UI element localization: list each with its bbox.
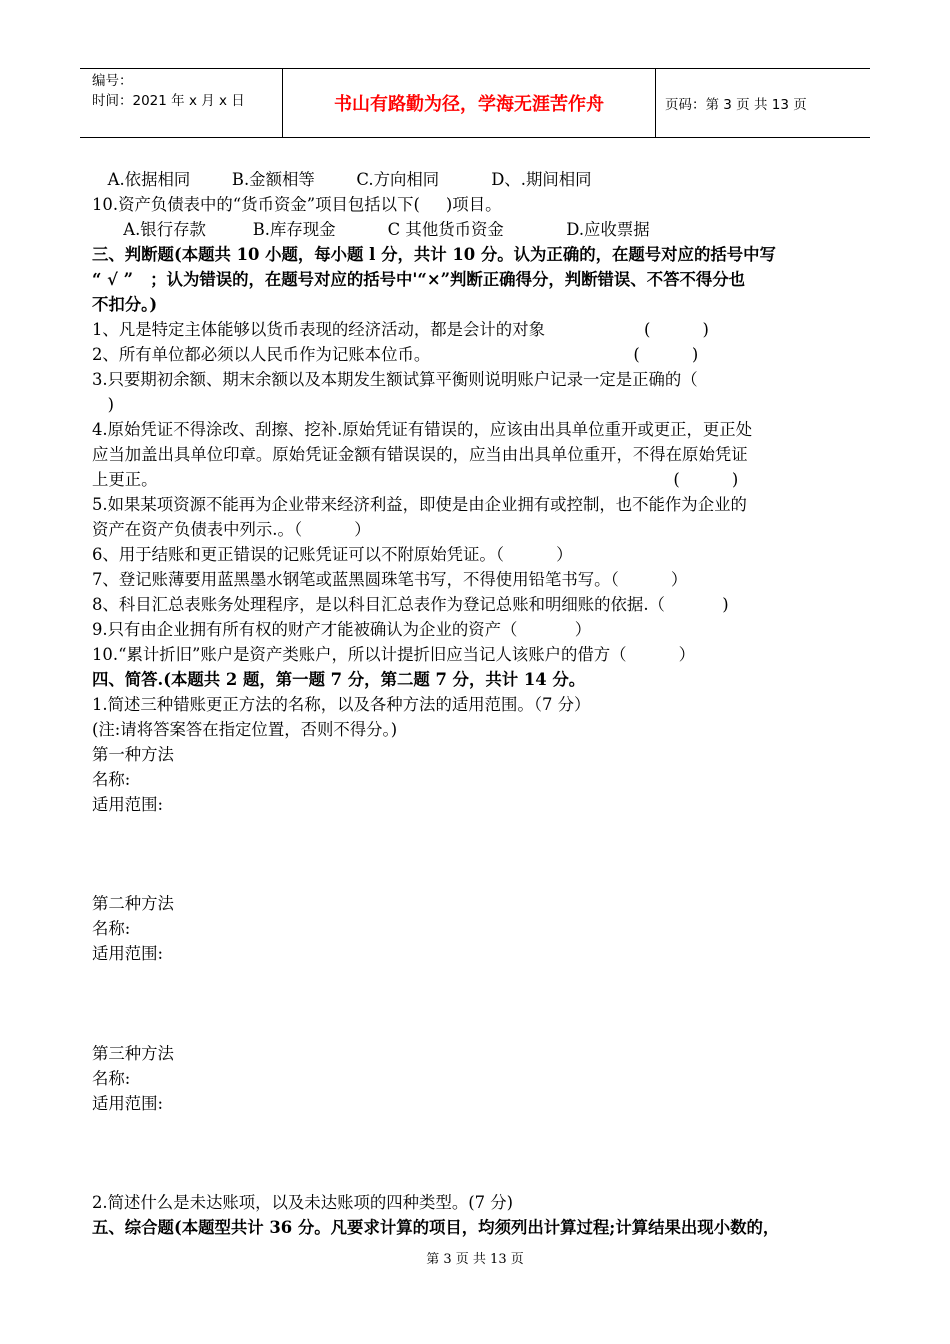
judge-item-6: 6、用于结账和更正错误的记账凭证可以不附原始凭证。（ ） [92,545,573,564]
q9-options: A.依据相同 B.金额相等 C.方向相同 D、.期间相同 [92,170,592,189]
method1-title: 第一种方法 [92,745,174,764]
q10-options: A.银行存款 B.库存现金 C 其他货币资金 D.应收票据 [92,220,650,239]
judge-item-8: 8、科目汇总表账务处理程序，是以科目汇总表作为登记总账和明细账的依据.（ ) [92,595,729,614]
page-footer: 第 3 页 共 13 页 [426,1252,524,1267]
short-answer-q1-note: (注:请将答案答在指定位置，否则不得分。) [92,720,398,739]
judge-item-10: 10.“累计折旧”账户是资产类账户，所以计提折旧应当记人该账户的借方（ ） [92,645,696,664]
method1-name-label: 名称: [92,770,131,789]
judge-item-9: 9.只有由企业拥有所有权的财产才能被确认为企业的资产（ ） [92,620,592,639]
method2-scope-label: 适用范围: [92,944,164,963]
page-header [80,68,870,138]
short-answer-q1: 1.简述三种错账更正方法的名称，以及各种方法的适用范围。（7 分） [92,695,591,714]
section3-heading-line3: 不扣分。) [92,295,158,314]
judge-item-3-line1: 3.只要期初余额、期末余额以及本期发生额试算平衡则说明账户记录一定是正确的（ [92,370,698,389]
judge-item-4-line2: 应当加盖出具单位印章。原始凭证金额有错误误的，应当由出具单位重开，不得在原始凭证 [92,445,748,464]
header-motto: 书山有路勤为径，学海无涯苦作舟 [283,69,656,137]
section3-heading-line2: “ √ ” ；认为错误的，在题号对应的括号中'“×”判断正确得分，判断错误、不答不得分也 [92,270,746,289]
method1-scope-label: 适用范围: [92,795,164,814]
time-label: 时间：2021 年 x 月 x 日 [92,93,245,109]
judge-item-4-line3: 上更正。 ( ) [92,470,739,489]
header-meta-cell [80,69,283,137]
section5-heading: 五、综合题(本题型共计 36 分。凡要求计算的项目，均须列出计算过程;计算结果出现小数的， [92,1218,780,1237]
method3-scope-label: 适用范围: [92,1094,164,1113]
q10-stem: 10.资产负债表中的“货币资金”项目包括以下( )项目。 [92,195,502,214]
method2-title: 第二种方法 [92,894,174,913]
judge-item-5-line1: 5.如果某项资源不能再为企业带来经济利益，即使是由企业拥有或控制，也不能作为企业的 [92,495,747,514]
judge-item-7: 7、登记账薄要用蓝黑墨水钢笔或蓝黑圆珠笔书写，不得使用铅笔书写。（ ） [92,570,688,589]
number-label: 编号： [92,73,133,89]
method3-title: 第三种方法 [92,1044,174,1063]
judge-item-2: 2、所有单位都必须以人民币作为记账本位币。 ( ) [92,345,699,364]
judge-item-4-line1: 4.原始凭证不得涂改、刮擦、挖补.原始凭证有错误的，应该由出具单位重开或更正，更正处 [92,420,753,439]
section4-heading: 四、简答.(本题共 2 题，第一题 7 分，第二题 7 分，共计 14 分。 [92,670,586,689]
judge-item-1: 1、凡是特定主体能够以货币表现的经济活动，都是会计的对象 ( ) [92,320,709,339]
judge-item-3-line2: ) [92,395,115,414]
short-answer-q2: 2.简述什么是未达账项，以及未达账项的四种类型。(7 分) [92,1193,514,1212]
section3-heading-line1: 三、判断题(本题共 10 小题，每小题 l 分，共计 10 分。认为正确的，在题号对应的括号中写 [92,245,776,264]
header-page-number: 页码：第 3 页 共 13 页 [665,97,807,113]
method3-name-label: 名称: [92,1069,131,1088]
judge-item-5-line2: 资产在资产负债表中列示.。（ ） [92,520,371,539]
method2-name-label: 名称: [92,919,131,938]
